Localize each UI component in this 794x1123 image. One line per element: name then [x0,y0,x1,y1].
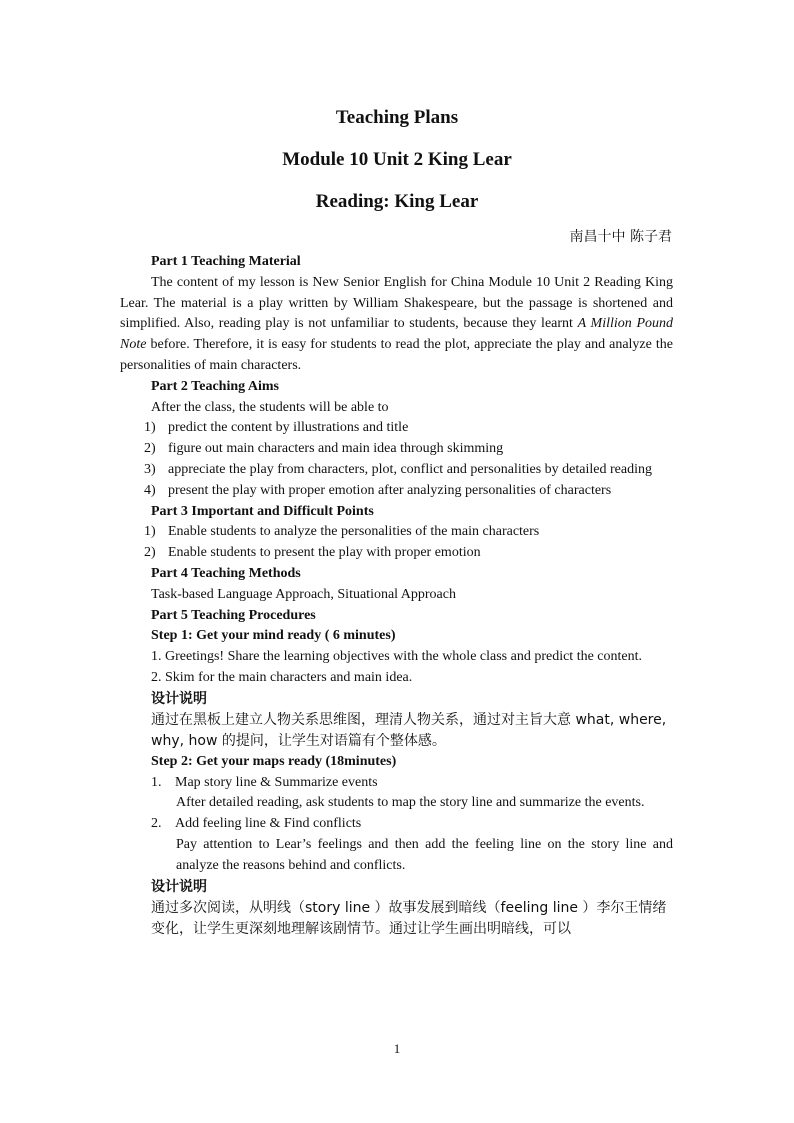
step1-line1: 1. Greetings! Share the learning objectives with the whole class and predict the content. [151,649,643,665]
step2-design-text: 通过多次阅读，从明线（story line ）故事发展到暗线（feeling line ）李尔王情绪变化，让学生更深刻地理解该剧情节。通过让学生画出明暗线，可以 [151,899,667,937]
part2-heading: Part 2 Teaching Aims [151,378,279,394]
list-item: 4) present the play with proper emotion after analyzing personalities of characters [144,482,612,498]
list-item: 1. Map story line & Summarize events [151,774,378,790]
doc-title: Teaching Plans [335,107,459,128]
part2-intro: After the class, the students will be able to [151,399,389,415]
part5-heading: Part 5 Teaching Procedures [151,607,316,623]
step2-design-heading: 设计说明 [151,878,207,895]
step2-item1-detail: After detailed reading, ask students to map the story line and summarize the events. [176,795,645,811]
page-number: 1 [393,1041,401,1056]
step1-design-heading: 设计说明 [151,690,207,707]
list-item: 3) appreciate the play from characters, plot, conflict and personalities by detailed reading [144,461,652,477]
part4-text: Task-based Language Approach, Situational Approach [151,586,456,602]
part1-heading: Part 1 Teaching Material [151,254,301,269]
list-item: 1) predict the content by illustrations and title [144,420,409,436]
step2-heading: Step 2: Get your maps ready (18minutes) [151,753,397,769]
step1-design-text: 通过在黑板上建立人物关系思维图，理清人物关系，通过对主旨大意 what, where, why, how 的提问，让学生对语篇有个整体感。 [151,711,667,749]
step2-item2-detail: Pay attention to Lear’s feelings and then add the feeling line on the story line and analyze the reasons behind and conflicts. [176,836,673,873]
part3-heading: Part 3 Important and Difficult Points [151,503,374,519]
list-item: 1) Enable students to analyze the personalities of the main characters [144,524,540,540]
list-item: 2. Add feeling line & Find conflicts [151,816,362,832]
list-item: 2) Enable students to present the play with proper emotion [144,545,481,561]
step1-heading: Step 1: Get your mind ready ( 6 minutes) [151,628,396,644]
author-line: 南昌十中 陈子君 [569,229,672,245]
list-item: 2) figure out main characters and main idea through skimming [144,441,504,457]
reading-title: Reading: King Lear [315,191,479,212]
module-title: Module 10 Unit 2 King Lear [282,149,512,170]
part4-heading: Part 4 Teaching Methods [151,565,301,581]
document-body [120,252,673,940]
step1-line2: 2. Skim for the main characters and main idea. [151,669,413,685]
part1-paragraph: The content of my lesson is New Senior English for China Module 10 Unit 2 Reading King Lear. The material is a play written by William Shakespeare, but the passage is shortened and simplified. Also, reading play is not unfamiliar to students, because they learnt A Million Pound Note before. Therefore, it is easy for students to read the plot, appreciate the play and analyze the personalities of main characters. [120,274,673,373]
book-title: A Million Pound Note [120,316,673,353]
